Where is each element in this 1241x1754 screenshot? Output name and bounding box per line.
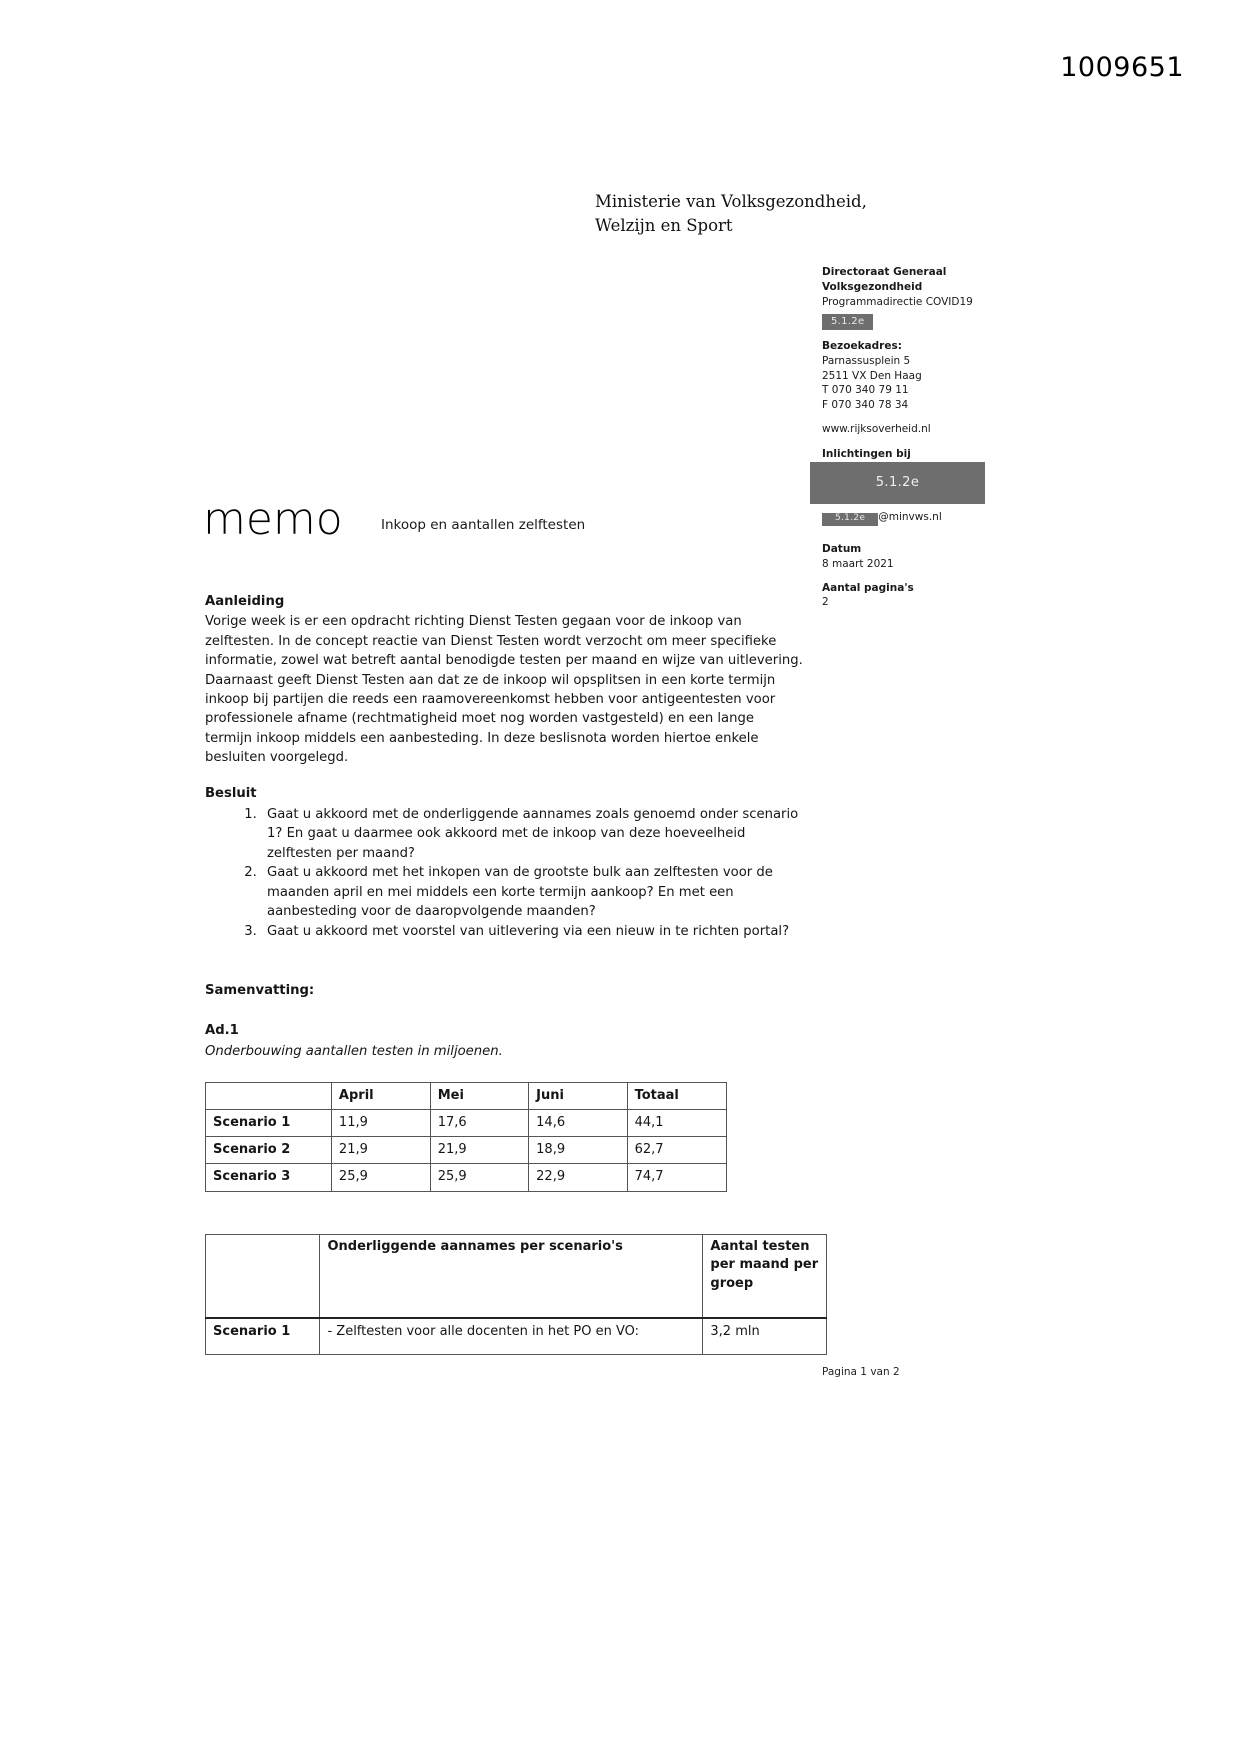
besluit-list: [205, 805, 805, 941]
document-body: [205, 592, 819, 1355]
column-header-amount: Aantal testen per maand per groep: [703, 1234, 827, 1318]
column-header-totaal: Totaal: [627, 1083, 726, 1110]
cell-scenario1-totaal: 44,1: [627, 1110, 726, 1137]
heading-ad1: Ad.1: [205, 1023, 239, 1039]
heading-besluit: Besluit: [205, 785, 257, 801]
column-header-juni: Juni: [529, 1083, 627, 1110]
ministry-line-2: Welzijn en Sport: [595, 215, 733, 235]
page-footer: Pagina 1 van 2: [822, 1366, 900, 1378]
column-header-april: April: [331, 1083, 430, 1110]
cell-scenario1-juni: 14,6: [529, 1110, 627, 1137]
cell-scenario3-mei: 25,9: [430, 1164, 528, 1191]
table-header-row: [206, 1234, 827, 1318]
cell-scenario1-mei: 17,6: [430, 1110, 528, 1137]
table-header-row: [206, 1083, 727, 1110]
cell-scenario3-totaal: 74,7: [627, 1164, 726, 1191]
document-id: 1009651: [1060, 52, 1184, 83]
column-header-mei: Mei: [430, 1083, 528, 1110]
cell-scenario1-april: 11,9: [331, 1110, 430, 1137]
row-label-scenario-1: Scenario 1: [206, 1110, 332, 1137]
page-count-value: 2: [822, 596, 829, 609]
phone-number: T 070 340 79 11: [822, 384, 909, 397]
website-url[interactable]: www.rijksoverheid.nl: [822, 423, 931, 436]
directorate-line-1: Directoraat Generaal: [822, 266, 947, 278]
programme-line: Programmadirectie COVID19: [822, 295, 973, 308]
row-label-scenario-1: Scenario 1: [206, 1318, 320, 1355]
date-label: Datum: [822, 542, 862, 555]
redaction-badge-programme: 5.1.2e: [822, 314, 873, 330]
column-header-assumptions: Onderliggende aannames per scenario's: [320, 1234, 703, 1318]
row-label-scenario-3: Scenario 3: [206, 1164, 332, 1191]
redaction-badge-contact: 5.1.2e: [810, 462, 985, 504]
scenario-numbers-table: [205, 1082, 727, 1191]
address-line-2: 2511 VX Den Haag: [822, 369, 922, 382]
date-block: [822, 542, 1012, 572]
list-item: 1. Gaat u akkoord met de onderliggende aannames zoals genoemd onder scenario 1? En gaat u daarmee ook akkoord met de inkoop van deze hoeveelheid zelftesten per maand?: [261, 805, 805, 863]
cell-assumption-scenario1: - Zelftesten voor alle docenten in het PO en VO:: [320, 1318, 703, 1355]
directorate-line-2: Volksgezondheid: [822, 280, 923, 293]
redaction-badge-email: 5.1.2e: [822, 513, 878, 526]
contact-block: [822, 447, 1012, 526]
fax-number: F 070 340 78 34: [822, 399, 909, 412]
list-item: 2. Gaat u akkoord met het inkopen van de grootste bulk aan zelftesten voor de maanden april en mei middels een korte termijn aankoop? En met een aanbesteding voor de daaropvolgende maanden?: [261, 863, 805, 921]
ministry-line-1: Ministerie van Volksgezondheid,: [595, 192, 867, 211]
contact-label: Inlichtingen bij: [822, 448, 911, 461]
table-row: [206, 1137, 727, 1164]
address-line-1: Parnassusplein 5: [822, 354, 911, 367]
email-domain: @minvws.nl: [878, 511, 942, 524]
table-row: [206, 1164, 727, 1191]
metadata-column: [822, 265, 1012, 610]
table-row: [206, 1110, 727, 1137]
ministry-letterhead: [595, 190, 867, 238]
table-row: [206, 1318, 827, 1355]
column-header-corner: [206, 1083, 332, 1110]
heading-samenvatting: Samenvatting:: [205, 982, 315, 998]
row-label-scenario-2: Scenario 2: [206, 1137, 332, 1164]
list-item: 3. Gaat u akkoord met voorstel van uitlevering via een nieuw in te richten portal?: [261, 922, 805, 941]
memo-subtitle: Inkoop en aantallen zelftesten: [381, 517, 586, 533]
cell-amount-scenario1: 3,2 mln: [703, 1318, 827, 1355]
paragraph-aanleiding: Vorige week is er een opdracht richting Dienst Testen gegaan voor de inkoop van zelftesten. In de concept reactie van Dienst Testen wordt verzocht om meer specifieke informatie, zowel wat betreft aantal benodigde testen per maand en wijze van uitlevering. Daarnaast geeft Dienst Testen aan dat ze de inkoop wil opsplitsen in een korte termijn inkoop bij partijen die reeds een raamovereenkomst hebben voor antigeentesten voor professionele afname (rechtmatigheid moet nog worden vastgesteld) en een lange termijn inkoop middels een aanbesteding. In deze beslisnota worden hiertoe enkele besluiten voorgelegd.: [205, 614, 803, 766]
email-row: [822, 510, 1012, 526]
cell-scenario2-mei: 21,9: [430, 1137, 528, 1164]
cell-scenario3-april: 25,9: [331, 1164, 430, 1191]
visiting-address-label: Bezoekadres:: [822, 339, 902, 352]
page-count-block: [822, 581, 1012, 611]
cell-scenario2-totaal: 62,7: [627, 1137, 726, 1164]
page-count-label: Aantal pagina's: [822, 581, 914, 594]
cell-scenario2-april: 21,9: [331, 1137, 430, 1164]
scenario-assumptions-table: [205, 1234, 827, 1356]
visiting-address-block: [822, 339, 1012, 414]
memo-title: memo: [203, 494, 343, 545]
column-header-corner: [206, 1234, 320, 1318]
caption-ad1: Onderbouwing aantallen testen in miljoenen.: [205, 1043, 503, 1059]
cell-scenario2-juni: 18,9: [529, 1137, 627, 1164]
directorate-block: [822, 265, 1012, 330]
cell-scenario3-juni: 22,9: [529, 1164, 627, 1191]
date-value: 8 maart 2021: [822, 557, 894, 570]
heading-aanleiding: Aanleiding: [205, 594, 285, 609]
